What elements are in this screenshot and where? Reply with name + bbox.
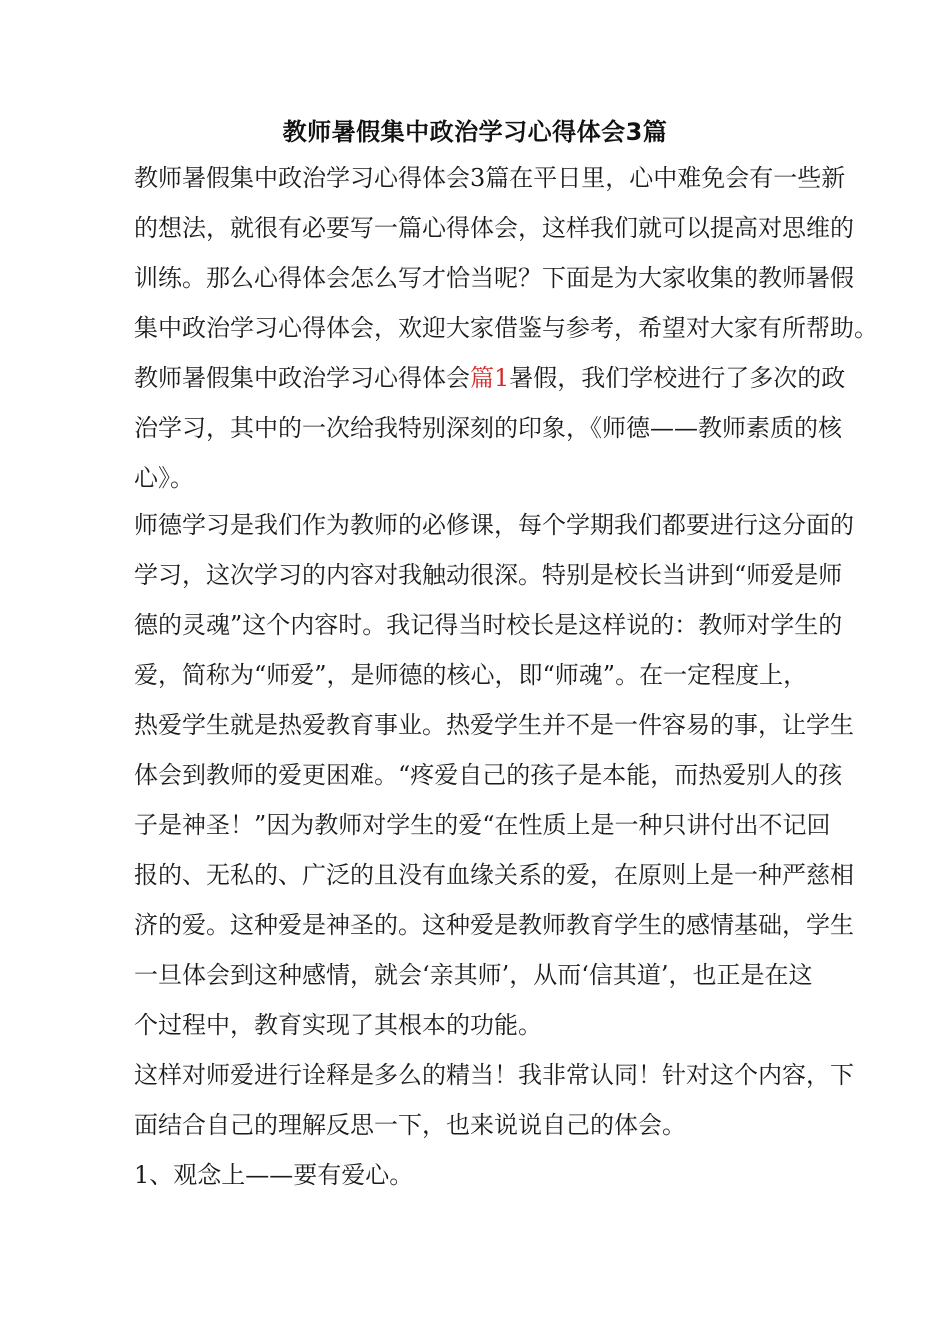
paragraph-2-line: 热爱学生就是热爱教育事业。热爱学生并不是一件容易的事，让学生	[134, 711, 854, 739]
paragraph-2-line: 个过程中，教育实现了其根本的功能。	[134, 1011, 542, 1039]
paragraph-2-line: 师德学习是我们作为教师的必修课，每个学期我们都要进行这分面的	[134, 511, 854, 539]
intro-line: 集中政治学习心得体会，欢迎大家借鉴与参考，希望对大家有所帮助。	[134, 314, 878, 342]
paragraph-3	[134, 1050, 854, 1150]
paragraph-3-line: 面结合自己的理解反思一下，也来说说自己的体会。	[134, 1111, 686, 1139]
paragraph-2-line: 学习，这次学习的内容对我触动很深。特别是校长当讲到“师爱是师	[134, 561, 843, 589]
section-1-line: 心》。	[134, 464, 194, 492]
paragraph-3-line: 这样对师爱进行诠释是多么的精当！我非常认同！针对这个内容，下	[134, 1061, 854, 1089]
paragraph-2-line: 爱，简称为“师爱”，是师德的核心，即“师魂”。在一定程度上，	[134, 661, 808, 689]
list-item-1-text: 1、观念上——要有爱心。	[134, 1161, 414, 1189]
section-1-prefix: 教师暑假集中政治学习心得体会	[134, 364, 470, 392]
paragraph-2-line: 子是神圣！”因为教师对学生的爱“在性质上是一种只讲付出不记回	[134, 811, 831, 839]
list-item-1	[134, 1150, 824, 1200]
document-title: 教师暑假集中政治学习心得体会3篇	[282, 118, 668, 146]
section-1-marker: 篇1	[470, 364, 510, 392]
intro-paragraph	[134, 153, 878, 353]
paragraph-2-line: 体会到教师的爱更困难。“疼爱自己的孩子是本能，而热爱别人的孩	[134, 761, 843, 789]
paragraph-2-line: 报的、无私的、广泛的且没有血缘关系的爱，在原则上是一种严慈相	[134, 861, 854, 889]
intro-line: 训练。那么心得体会怎么写才恰当呢？下面是为大家收集的教师暑假	[134, 264, 854, 292]
section-1-paragraph	[134, 353, 846, 503]
paragraph-2-line: 一旦体会到这种感情，就会‘亲其师’，从而‘信其道’，也正是在这	[134, 961, 813, 989]
section-1-line: 治学习，其中的一次给我特别深刻的印象，《师德——教师素质的核	[134, 414, 842, 442]
paragraph-2	[134, 500, 854, 1050]
section-1-suffix: 暑假，我们学校进行了多次的政	[509, 364, 846, 392]
paragraph-2-line: 济的爱。这种爱是神圣的。这种爱是教师教育学生的感情基础，学生	[134, 911, 854, 939]
paragraph-2-line: 德的灵魂”这个内容时。我记得当时校长是这样说的：教师对学生的	[134, 611, 843, 639]
intro-line: 的想法，就很有必要写一篇心得体会，这样我们就可以提高对思维的	[134, 214, 854, 242]
intro-line: 教师暑假集中政治学习心得体会3篇在平日里，心中难免会有一些新	[134, 164, 846, 192]
section-1-heading-line	[134, 353, 846, 403]
